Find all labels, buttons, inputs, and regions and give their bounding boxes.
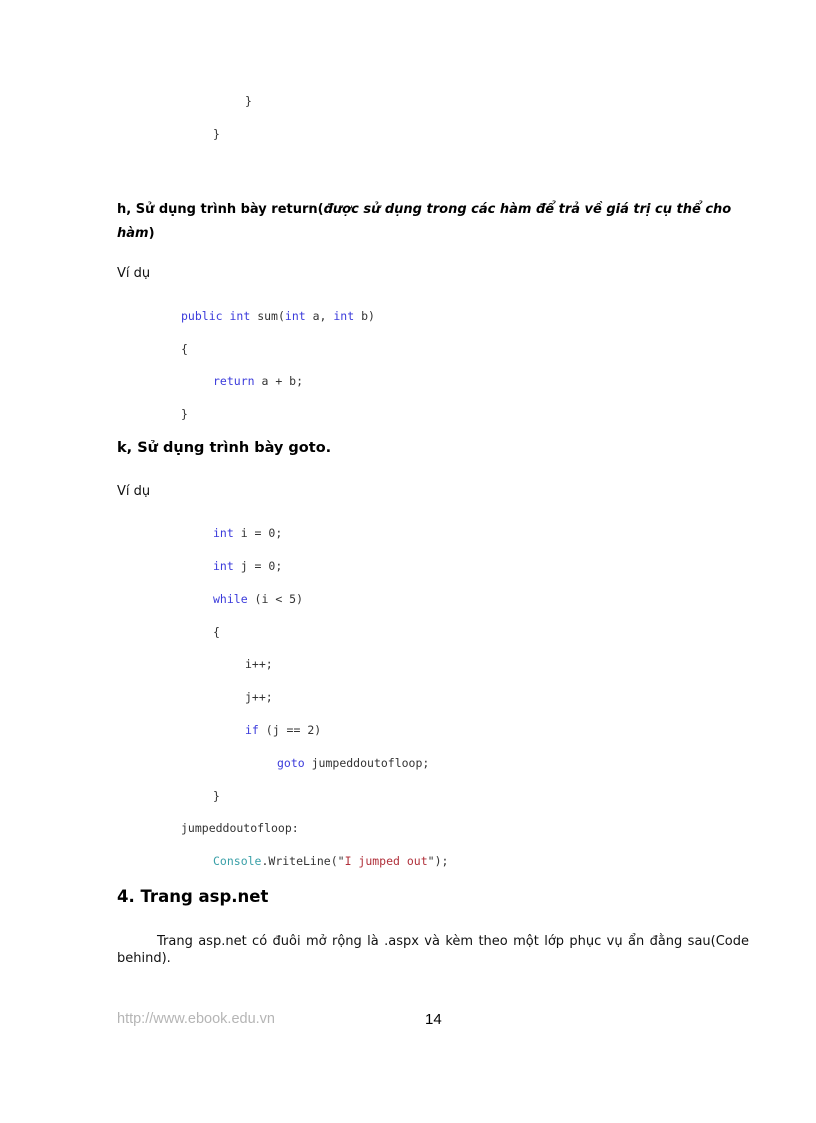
code-keyword: return xyxy=(213,374,255,388)
code-text: "); xyxy=(427,854,449,868)
section-h-prefix: h, Sử dụng trình bày return( xyxy=(117,202,324,217)
code-keyword: int xyxy=(229,309,251,323)
section-4-paragraph: Trang asp.net có đuôi mở rộng là .aspx và kèm theo một lớp phục vụ ẩn đằng sau(Code behind). xyxy=(117,934,749,966)
code-line-writeline xyxy=(213,854,448,868)
code-text: a, xyxy=(305,309,334,323)
code-line-inc-j: j++; xyxy=(245,690,273,704)
code-line-return xyxy=(213,374,303,388)
code-keyword: int xyxy=(284,309,306,323)
section-h-suffix: ) xyxy=(148,226,155,241)
section-h-italic: được sử dụng trong các hàm để trả về giá trị cụ thể cho hàm xyxy=(117,202,732,241)
code-text: j = 0; xyxy=(233,559,283,573)
code-line-close-brace: } xyxy=(213,789,220,803)
code-type: Console xyxy=(213,854,262,868)
code-string: I jumped out xyxy=(344,854,428,868)
code-text: i = 0; xyxy=(233,526,283,540)
section-4-heading: 4. Trang asp.net xyxy=(117,887,269,906)
code-keyword: if xyxy=(245,723,259,737)
code-text: b) xyxy=(354,309,375,323)
code-keyword: while xyxy=(213,592,248,606)
code-text: jumpeddoutofloop; xyxy=(304,756,430,770)
section-h-heading xyxy=(117,198,757,246)
code-text: a + b; xyxy=(254,374,304,388)
code-line-while xyxy=(213,592,303,606)
code-line-goto xyxy=(277,756,429,770)
code-keyword: int xyxy=(213,559,234,573)
code-close-brace-outer: } xyxy=(213,127,220,141)
code-line-close-brace: } xyxy=(181,407,188,421)
page-number: 14 xyxy=(425,1011,442,1028)
section-k-heading: k, Sử dụng trình bày goto. xyxy=(117,440,332,456)
section-h-example-label: Ví dụ xyxy=(117,266,151,281)
code-line-if xyxy=(245,723,321,737)
code-line-inc-i: i++; xyxy=(245,657,273,671)
code-text: (j == 2) xyxy=(258,723,322,737)
code-keyword: int xyxy=(213,526,234,540)
footer-url: http://www.ebook.edu.vn xyxy=(117,1011,275,1027)
code-line-open-brace: { xyxy=(181,342,188,356)
code-text: (i < 5) xyxy=(247,592,304,606)
code-line-int-i xyxy=(213,526,282,540)
code-line-int-j xyxy=(213,559,282,573)
code-line-open-brace: { xyxy=(213,625,220,639)
code-line-label: jumpeddoutofloop: xyxy=(181,821,299,835)
code-text: sum( xyxy=(250,309,285,323)
section-k-example-label: Ví dụ xyxy=(117,484,151,499)
code-close-brace-inner: } xyxy=(245,94,252,108)
code-text: .WriteLine(" xyxy=(261,854,345,868)
code-keyword: goto xyxy=(277,756,305,770)
code-keyword: int xyxy=(333,309,355,323)
code-keyword: public xyxy=(181,309,223,323)
code-line-signature xyxy=(181,309,375,323)
